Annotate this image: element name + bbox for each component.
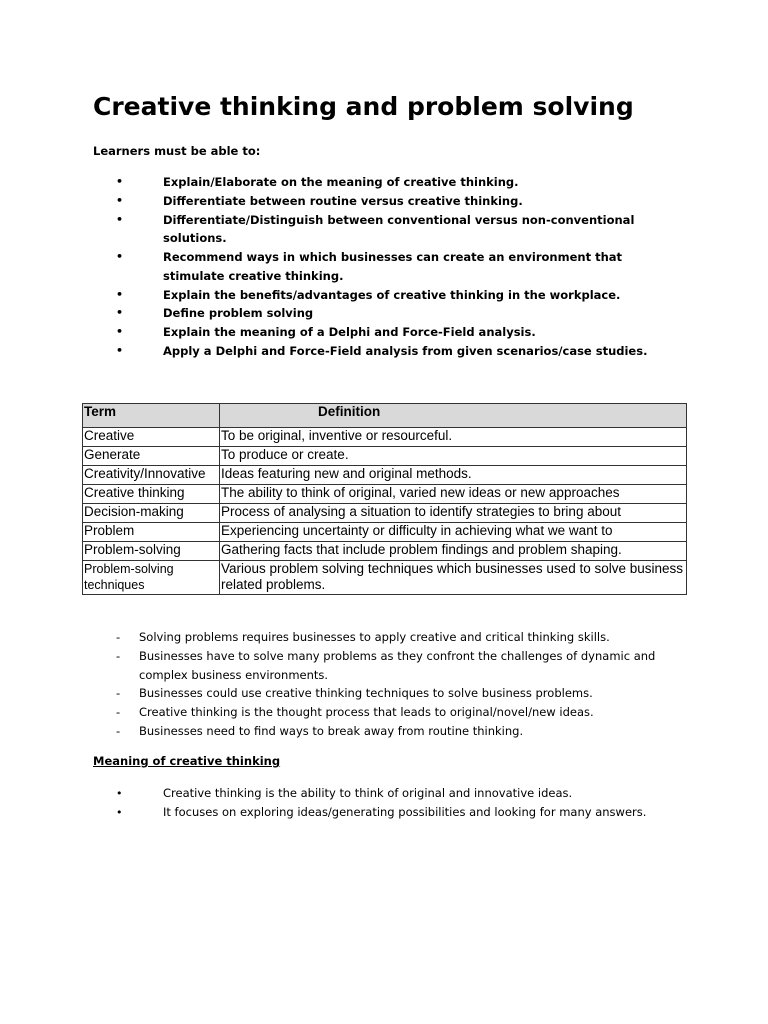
objectives-list <box>0 173 768 361</box>
table-header-row <box>83 404 687 428</box>
term-cell: Decision-making <box>83 504 220 523</box>
list-item <box>0 647 659 685</box>
table-row <box>83 504 687 523</box>
point-text: Solving problems requires businesses to apply creative and critical thinking skills. <box>139 630 610 644</box>
table-row <box>83 428 687 447</box>
bullet-icon: • <box>116 787 123 800</box>
point-text: Businesses need to find ways to break away from routine thinking. <box>139 723 524 738</box>
definition-cell: Experiencing uncertainty or difficulty in achieving what we want to <box>220 523 687 542</box>
list-item <box>0 248 683 286</box>
meaning-list <box>0 784 768 822</box>
definition-cell: To produce or create. <box>220 447 687 466</box>
table-row <box>83 447 687 466</box>
list-item <box>0 192 683 211</box>
bullet-icon: • <box>116 343 124 357</box>
header-term: Term <box>83 404 220 428</box>
term-cell: Creative thinking <box>83 485 220 504</box>
bullet-icon: • <box>116 250 124 263</box>
terms-table <box>82 403 687 595</box>
section-heading: Meaning of creative thinking <box>93 754 281 768</box>
term-cell: Problem-solving techniques <box>83 561 220 595</box>
term-cell: Creativity/Innovative <box>83 466 220 485</box>
definition-cell: Various problem solving techniques which businesses used to solve business related problems. <box>220 561 687 595</box>
intro-text: Learners must be able to: <box>93 144 261 158</box>
list-item <box>0 342 683 361</box>
list-item <box>0 304 683 323</box>
dash-icon: - <box>116 630 121 644</box>
table-row <box>83 485 687 504</box>
objective-text: Explain/Elaborate on the meaning of creative thinking. <box>163 175 519 189</box>
list-item <box>0 173 683 192</box>
objective-text: Define problem solving <box>163 306 314 321</box>
dash-icon: - <box>116 686 121 701</box>
objective-text: Differentiate between routine versus creative thinking. <box>163 193 523 208</box>
bullet-icon: • <box>116 193 124 207</box>
table-row <box>83 561 687 595</box>
key-points-list <box>0 628 768 741</box>
list-item <box>0 703 659 722</box>
term-cell: Problem-solving <box>83 542 220 561</box>
term-cell: Problem <box>83 523 220 542</box>
list-item <box>0 722 659 741</box>
table-row <box>83 523 687 542</box>
objective-text: Apply a Delphi and Force-Field analysis from given scenarios/case studies. <box>163 343 648 358</box>
definition-cell: The ability to think of original, varied new ideas or new approaches <box>220 485 687 504</box>
bullet-icon: • <box>116 306 124 320</box>
term-cell: Generate <box>83 447 220 466</box>
page-title: Creative thinking and problem solving <box>93 92 634 121</box>
definition-cell: Gathering facts that include problem findings and problem shaping. <box>220 542 687 561</box>
term-cell: Creative <box>83 428 220 447</box>
list-item <box>0 286 683 305</box>
objective-text: Explain the benefits/advantages of creative thinking in the workplace. <box>163 287 621 302</box>
objective-text: Explain the meaning of a Delphi and Force-Field analysis. <box>163 325 536 339</box>
list-item <box>0 211 683 249</box>
table-row <box>83 542 687 561</box>
bullet-icon: • <box>116 806 123 819</box>
list-item <box>0 323 683 342</box>
list-item <box>0 628 659 647</box>
bullet-icon: • <box>116 175 124 188</box>
dash-icon: - <box>116 705 121 719</box>
definition-cell: Process of analysing a situation to identify strategies to bring about <box>220 504 687 523</box>
header-definition: Definition <box>220 404 687 428</box>
objective-text: Recommend ways in which businesses can create an environment that stimulate creative thinking. <box>163 250 623 283</box>
definition-cell: Ideas featuring new and original methods. <box>220 466 687 485</box>
dash-icon: - <box>116 648 121 663</box>
table-row <box>83 466 687 485</box>
bullet-icon: • <box>116 212 124 226</box>
point-text: Businesses could use creative thinking techniques to solve business problems. <box>139 686 593 701</box>
list-item <box>0 803 683 822</box>
dash-icon: - <box>116 723 121 738</box>
list-item <box>0 684 659 703</box>
point-text: Creative thinking is the thought process that leads to original/novel/new ideas. <box>139 705 594 719</box>
objective-text: Differentiate/Distinguish between conventional versus non-conventional solutions. <box>163 212 635 246</box>
meaning-text: Creative thinking is the ability to think of original and innovative ideas. <box>163 786 573 800</box>
point-text: Businesses have to solve many problems as they confront the challenges of dynamic and complex business environments. <box>139 648 656 682</box>
definition-cell: To be original, inventive or resourceful. <box>220 428 687 447</box>
bullet-icon: • <box>116 287 124 301</box>
meaning-text: It focuses on exploring ideas/generating possibilities and looking for many answers. <box>163 805 647 819</box>
list-item <box>0 784 683 803</box>
bullet-icon: • <box>116 325 124 338</box>
